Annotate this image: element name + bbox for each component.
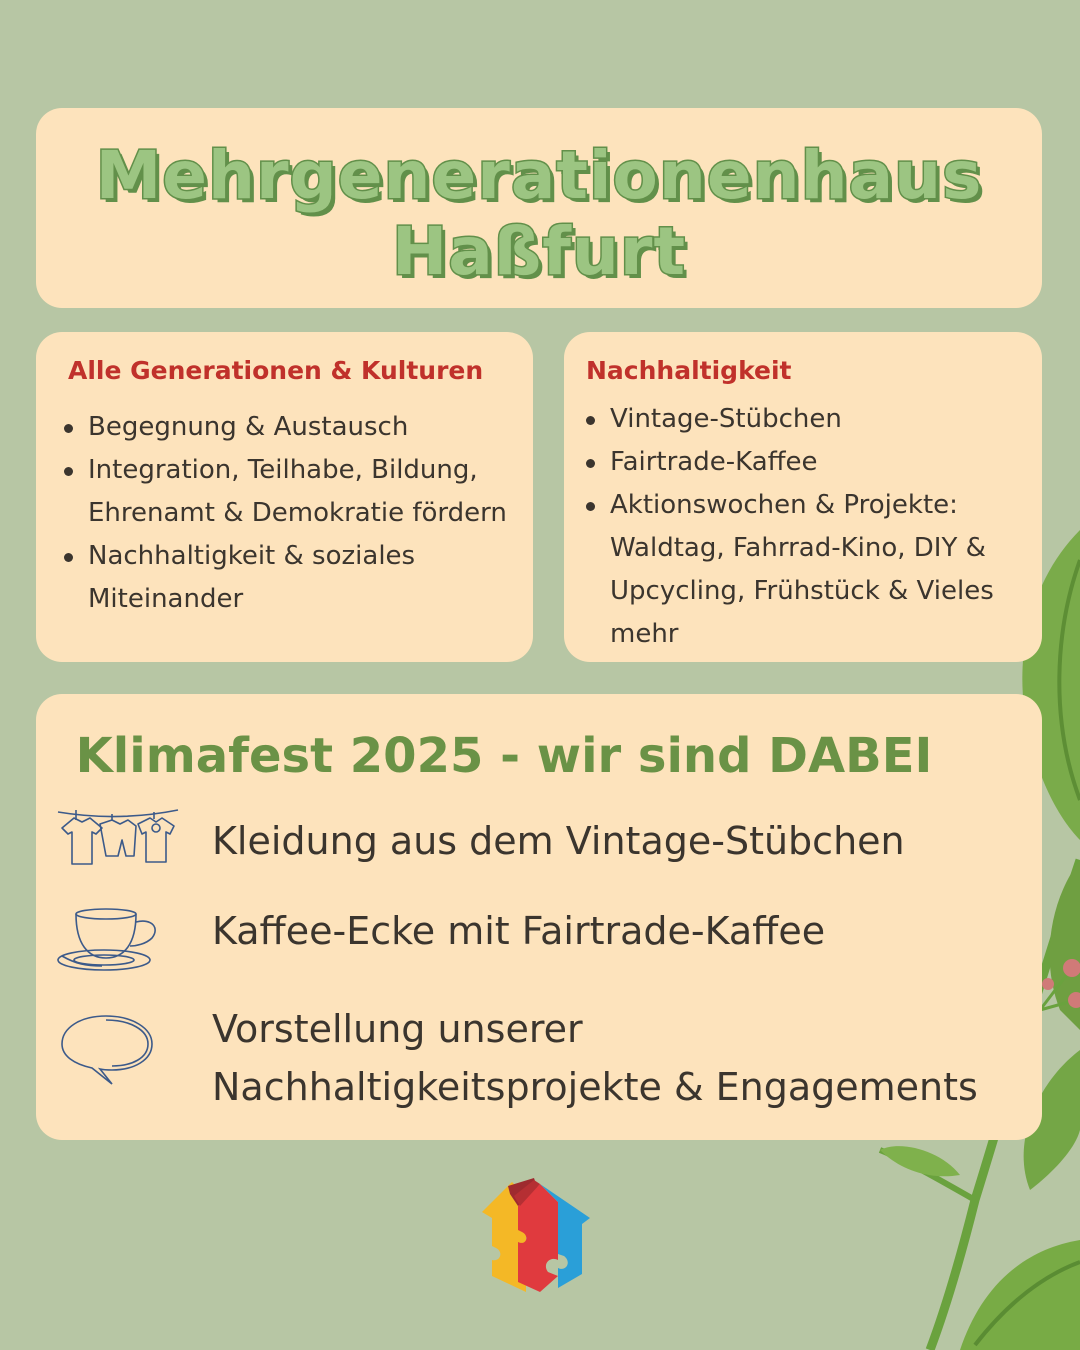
list-item: Fairtrade-Kaffee (584, 441, 1032, 484)
sustainability-card (564, 332, 1042, 662)
klimafest-item-text: Kaffee-Ecke mit Fairtrade-Kaffee (212, 909, 826, 953)
klimafest-item-text: Vorstellung unserer Nachhaltigkeitsprojekte & Engagements (212, 1007, 978, 1109)
klimafest-item-text: Kleidung aus dem Vintage-Stübchen (212, 819, 905, 863)
clothesline-icon (56, 806, 180, 872)
list-item: Aktionswochen & Projekte: Waldtag, Fahrrad-Kino, DIY & Upcycling, Frühstück & Vieles mehr (584, 484, 1032, 656)
title-card (36, 108, 1042, 308)
list-item: Nachhaltigkeit & soziales Miteinander (62, 535, 519, 621)
sustainability-list (584, 398, 1032, 656)
generations-heading: Alle Generationen & Kulturen (68, 356, 484, 385)
generations-card (36, 332, 533, 662)
klimafest-heading: Klimafest 2025 - wir sind DABEI (75, 728, 933, 784)
puzzle-house-logo (478, 1176, 594, 1294)
coffee-cup-icon (56, 906, 168, 976)
list-item: Begegnung & Austausch (62, 406, 519, 449)
list-item: Vintage-Stübchen (584, 398, 1032, 441)
speech-bubble-icon (56, 1012, 156, 1088)
klimafest-card (36, 694, 1042, 1140)
sustainability-heading: Nachhaltigkeit (586, 356, 792, 385)
klimafest-item-clothing (56, 806, 1028, 876)
page-title (36, 138, 1042, 290)
title-line-1: Mehrgenerationenhaus (95, 137, 983, 214)
klimafest-item-projects (56, 1000, 1028, 1120)
klimafest-item-coffee (56, 902, 1028, 976)
list-item: Integration, Teilhabe, Bildung, Ehrenamt & Demokratie fördern (62, 449, 519, 535)
title-line-2: Haßfurt (391, 213, 687, 290)
generations-list (62, 406, 519, 621)
